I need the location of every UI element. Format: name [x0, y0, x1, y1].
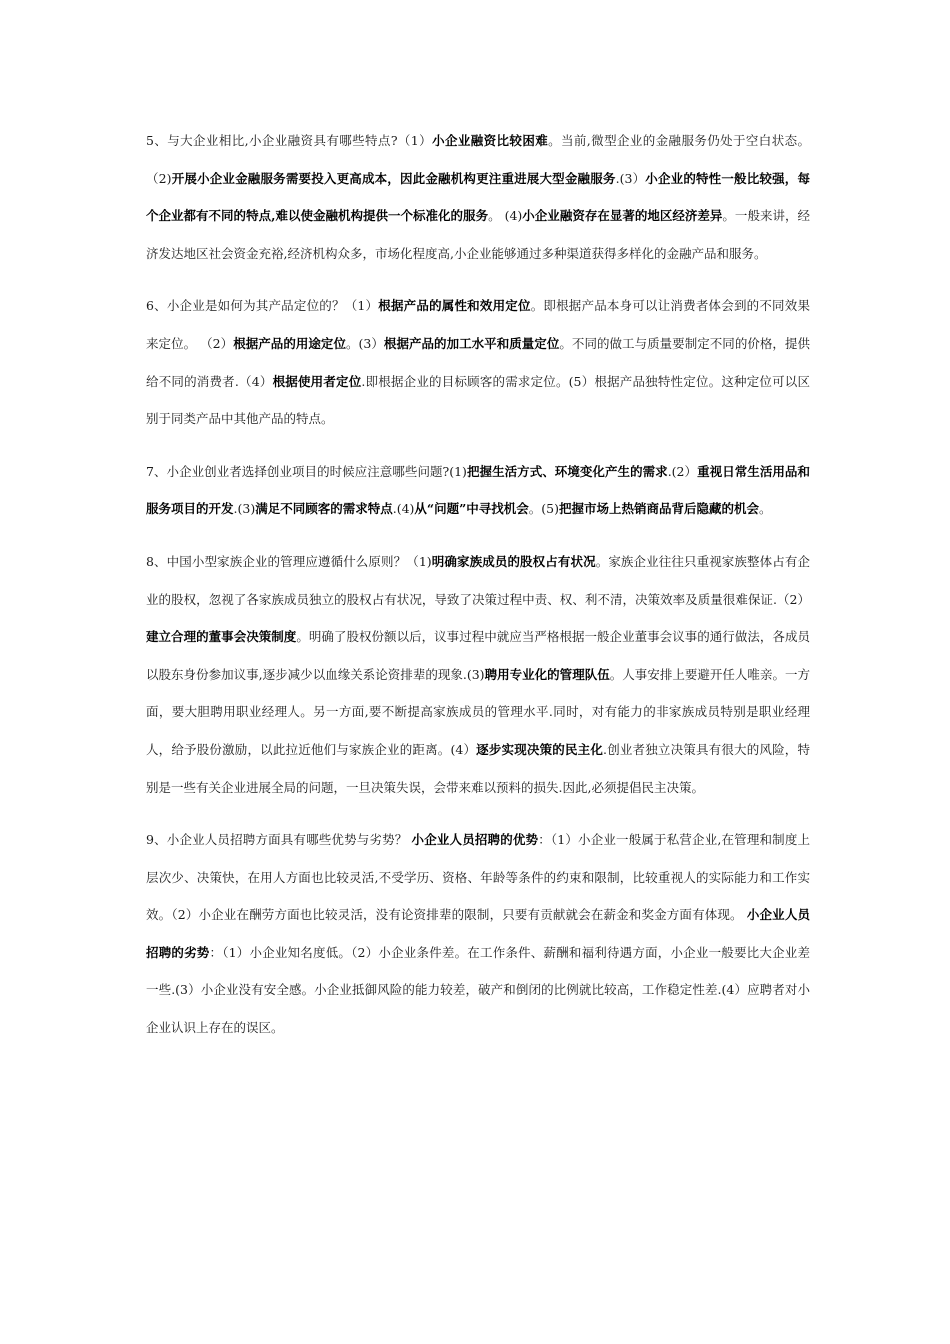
q5-seg-2: 。当前,微型企业的金融服务仍处于空白状态。 （2) [146, 133, 814, 186]
q7-seg-1: 把握生活方式、环境变化产生的需求 [466, 463, 668, 479]
q5-seg-8: 。一般来讲，经济发达地区社会资金充裕,经济机构众多，市场化程度高,小企业能够通过多种渠道获得多样化的金融产品和服务。 [146, 208, 810, 261]
q7-seg-6: .(4) [392, 501, 415, 517]
question-5-answer [146, 122, 814, 272]
q6-seg-5: 根据产品的加工水平和质量定位 [383, 335, 560, 351]
q7-seg-4: .(3) [233, 501, 256, 517]
q6-seg-2: 。即根据产品本身可以让消费者体会到的不同效果来定位。 （2） [146, 298, 810, 351]
q9-seg-1: 小企业人员招聘的优势 [411, 832, 539, 848]
q6-seg-1: 根据产品的属性和效用定位 [378, 298, 531, 314]
q5-seg-1: 小企业融资比较困难 [432, 133, 549, 148]
q7-seg-9: 把握市场上热销商品背后隐藏的机会 [559, 501, 760, 517]
q7-seg-8: 。(5) [528, 501, 560, 517]
q8-seg-2: 。家族企业往往只重视家族整体占有企业的股权，忽视了各家族成员独立的股权占有状况，导致了决策过程中责、权、利不清，决策效率及质量很难保证.（2） [146, 553, 810, 607]
q7-seg-0: 7、小企业创业者选择创业项目的时候应注意哪些问题?(1) [146, 463, 467, 479]
q8-seg-7: 逐步实现决策的民主化 [476, 741, 604, 757]
q8-seg-1: 明确家族成员的股权占有状况 [431, 553, 596, 569]
q7-seg-10: 。 [759, 501, 772, 517]
q9-seg-3: 小企业人员招聘的劣势 [146, 907, 810, 960]
q6-seg-4: 。(3） [345, 335, 384, 351]
q6-seg-8: .即根据企业的目标顾客的需求定位。(5）根据产品独特性定位。这种定位可以区别于同类产品中其他产品的特点。 [146, 373, 810, 427]
q7-seg-7: 从“问题”中寻找机会 [414, 501, 529, 517]
question-7-answer [146, 453, 810, 528]
question-9-answer [146, 821, 810, 1047]
question-6-answer [146, 287, 810, 437]
question-8-answer [146, 543, 810, 806]
q5-seg-7: 小企业融资存在显著的地区经济差异 [522, 208, 723, 224]
q6-seg-7: 根据使用者定位 [272, 373, 362, 389]
q8-seg-6: 。人事安排上要避开任人唯亲。一方面，要大胆聘用职业经理人。另一方面,要不断提高家族成员的管理水平.同时，对有能力的非家族成员特别是职业经理人，给予股份激励，以此拉近他们与家族企业的距离。(4） [146, 666, 810, 757]
q5-seg-3: 开展小企业金融服务需要投入更高成本，因此金融机构更注重进展大型金融服务 [171, 170, 616, 186]
q9-seg-4: ：（1）小企业知名度低。（2）小企业条件差。在工作条件、薪酬和福利待遇方面，小企业一般要比大企业差一些.(3）小企业没有安全感。小企业抵御风险的能力较差，破产和倒闭的比例就比较高，工作稳定性差.(4）应聘者对小企业认识上存在的误区。 [146, 944, 810, 1036]
q8-seg-5: 聘用专业化的管理队伍 [484, 666, 610, 682]
q5-seg-5: 小企业的特性一般比较强，每个企业都有不同的特点,难以使金融机构提供一个标准化的服务 [146, 170, 810, 224]
q9-seg-0: 9、小企业人员招聘方面具有哪些优势与劣势？ [146, 832, 412, 848]
q9-seg-2: ：（1）小企业一般属于私营企业,在管理和制度上层次少、决策快，在用人方面也比较灵活,不受学历、资格、年龄等条件的约束和限制，比较重视人的实际能力和工作实效。（2）小企业在酬劳方面也比较灵活，没有论资排辈的限制，只要有贡献就会在薪金和奖金方面有体现。 [146, 832, 810, 923]
q7-seg-2: .(2） [667, 463, 698, 479]
q6-seg-6: 。不同的做工与质量要制定不同的价格，提供给不同的消费者.（4） [146, 335, 810, 389]
q7-seg-5: 满足不同顾客的需求特点 [255, 501, 393, 517]
q5-seg-6: 。 (4) [488, 208, 523, 224]
q7-seg-3: 重视日常生活用品和服务项目的开发 [146, 463, 810, 517]
q6-seg-0: 6、小企业是如何为其产品定位的？（1） [146, 298, 379, 314]
q5-seg-0: 5、与大企业相比,小企业融资具有哪些特点?（1） [146, 133, 433, 148]
document-body [146, 122, 814, 1047]
q8-seg-8: .创业者独立决策具有很大的风险，特别是一些有关企业进展全局的问题，一旦决策失误，会带来难以预料的损失.因此,必须提倡民主决策。 [146, 741, 810, 795]
q8-seg-4: 。明确了股权份额以后，议事过程中就应当严格根据一般企业董事会议事的通行做法，各成员以股东身份参加议事,逐步减少以血缘关系论资排辈的现象.(3) [146, 629, 810, 682]
q8-seg-0: 8、中国小型家族企业的管理应遵循什么原则？（1) [146, 553, 432, 569]
q5-seg-4: .(3） [615, 170, 646, 186]
q6-seg-3: 根据产品的用途定位 [233, 335, 346, 351]
q8-seg-3: 建立合理的董事会决策制度 [146, 629, 297, 645]
